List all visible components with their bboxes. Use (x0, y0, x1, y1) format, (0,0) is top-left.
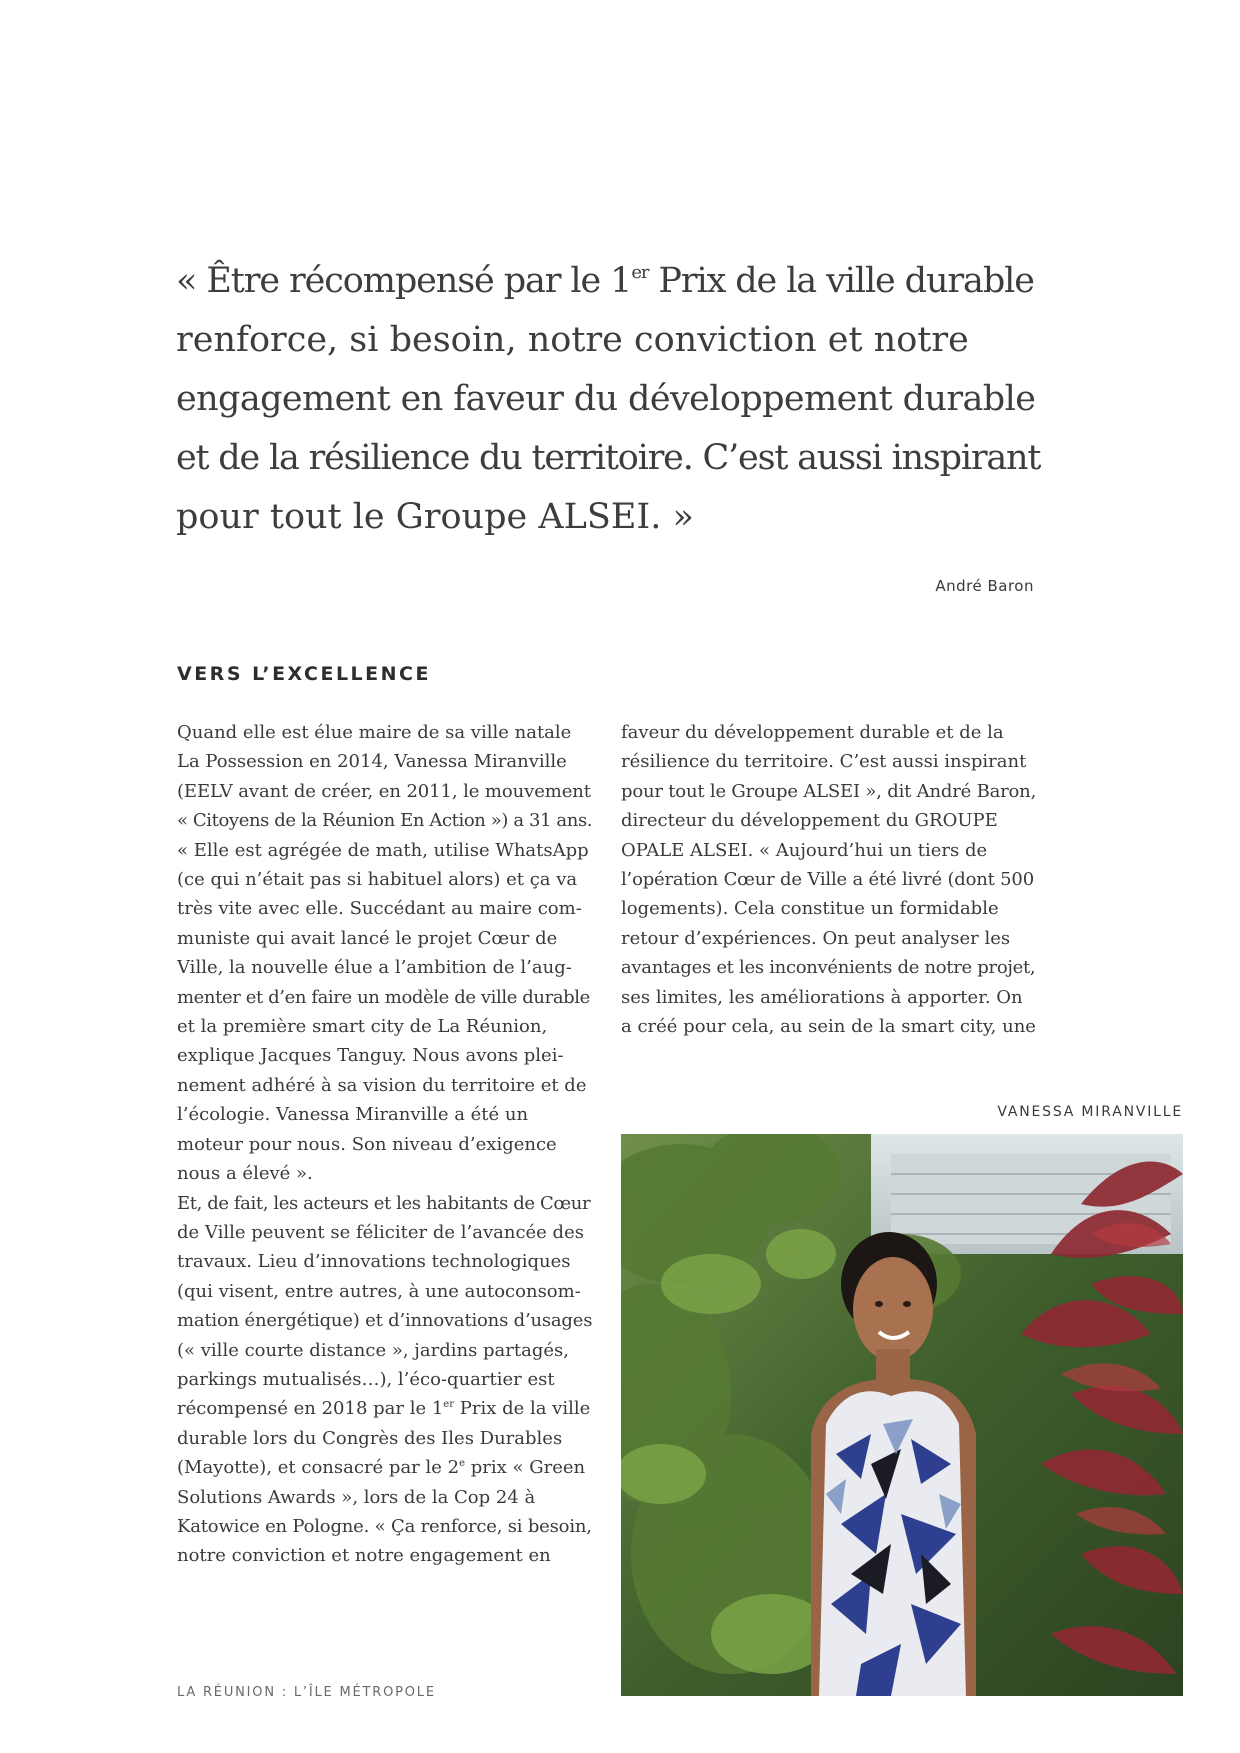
text-line: OPALE ALSEI. « Aujourd’hui un tiers de (621, 839, 988, 861)
text-line: notre conviction et notre engagement en (177, 1545, 551, 1567)
text-line: logements). Cela constitue un formidable (621, 898, 999, 920)
quote-line: pour tout le Groupe ALSEI. » (176, 497, 694, 537)
text-line: pour tout le Groupe ALSEI », dit André Baron, (621, 780, 1037, 802)
text-line: (Mayotte), et consacré par le 2e prix « Green (177, 1457, 586, 1479)
text-line: nement adhéré à sa vision du territoire et de (177, 1074, 587, 1096)
text-line: Katowice en Pologne. « Ça renforce, si besoin, (177, 1515, 592, 1537)
quote-line: et de la résilience du territoire. C’est aussi inspirant (176, 438, 1041, 478)
text-line: retour d’expériences. On peut analyser les (621, 927, 1011, 949)
text-line: (ce qui n’était pas si habituel alors) et ça va (177, 869, 578, 891)
text-line: l’opération Cœur de Ville a été livré (dont 500 (621, 869, 1034, 891)
text-line: résilience du territoire. C’est aussi inspirant (621, 751, 1027, 773)
text-line: (qui visent, entre autres, à une autoconsom- (177, 1280, 581, 1302)
text-line: « Citoyens de la Réunion En Action ») a 31 ans. (177, 810, 592, 832)
page-footer: LA RÉUNION : L’ÎLE MÉTROPOLE (177, 1685, 436, 1700)
quote-line: engagement en faveur du développement durable (176, 379, 1036, 419)
pull-quote (176, 252, 1041, 547)
text-line: directeur du développement du GROUPE (621, 810, 998, 832)
portrait-photo-illustration (621, 1134, 1183, 1696)
text-line: et la première smart city de La Réunion, (177, 1016, 548, 1038)
text-line: explique Jacques Tanguy. Nous avons plei- (177, 1045, 564, 1067)
text-line: Solutions Awards », lors de la Cop 24 à (177, 1486, 536, 1508)
text-line: moteur pour nous. Son niveau d’exigence (177, 1133, 557, 1155)
text-line: travaux. Lieu d’innovations technologiques (177, 1251, 571, 1273)
text-line: ses limites, les améliorations à apporter. On (621, 986, 1023, 1008)
text-line: « Elle est agrégée de math, utilise WhatsApp (177, 839, 589, 861)
text-line: (« ville courte distance », jardins partagés, (177, 1339, 569, 1361)
quote-line: renforce, si besoin, notre conviction et notre (176, 320, 969, 360)
text-line: avantages et les inconvénients de notre projet, (621, 957, 1036, 979)
text-line: durable lors du Congrès des Iles Durables (177, 1427, 563, 1449)
text-line: très vite avec elle. Succédant au maire com- (177, 898, 582, 920)
text-line: a créé pour cela, au sein de la smart city, une (621, 1016, 1036, 1038)
quote-line: « Être récompensé par le 1er Prix de la ville durable (176, 261, 1034, 301)
right-text-column (621, 718, 1037, 1041)
section-title: VERS L’EXCELLENCE (177, 663, 431, 685)
text-line: Ville, la nouvelle élue a l’ambition de l’aug- (177, 957, 572, 979)
text-line: muniste qui avait lancé le projet Cœur de (177, 927, 558, 949)
text-line: menter et d’en faire un modèle de ville durable (177, 986, 590, 1008)
text-line: Et, de fait, les acteurs et les habitants de Cœur (177, 1192, 591, 1214)
text-line: l’écologie. Vanessa Miranville a été un (177, 1104, 529, 1126)
text-line: récompensé en 2018 par le 1er Prix de la ville (177, 1398, 591, 1420)
portrait-photo (621, 1134, 1183, 1696)
text-line: mation énergétique) et d’innovations d’usages (177, 1310, 592, 1332)
left-text-column (177, 718, 592, 1571)
text-line: La Possession en 2014, Vanessa Miranville (177, 751, 567, 773)
text-line: de Ville peuvent se féliciter de l’avancée des (177, 1221, 584, 1243)
text-line: (EELV avant de créer, en 2011, le mouvement (177, 780, 591, 802)
quote-author: André Baron (935, 577, 1034, 595)
text-line: Quand elle est élue maire de sa ville natale (177, 722, 572, 743)
text-line: nous a élevé ». (177, 1163, 313, 1185)
text-line: faveur du développement durable et de la (621, 722, 1004, 743)
photo-caption: VANESSA MIRANVILLE (997, 1104, 1183, 1120)
text-line: parkings mutualisés…), l’éco-quartier est (177, 1368, 555, 1390)
